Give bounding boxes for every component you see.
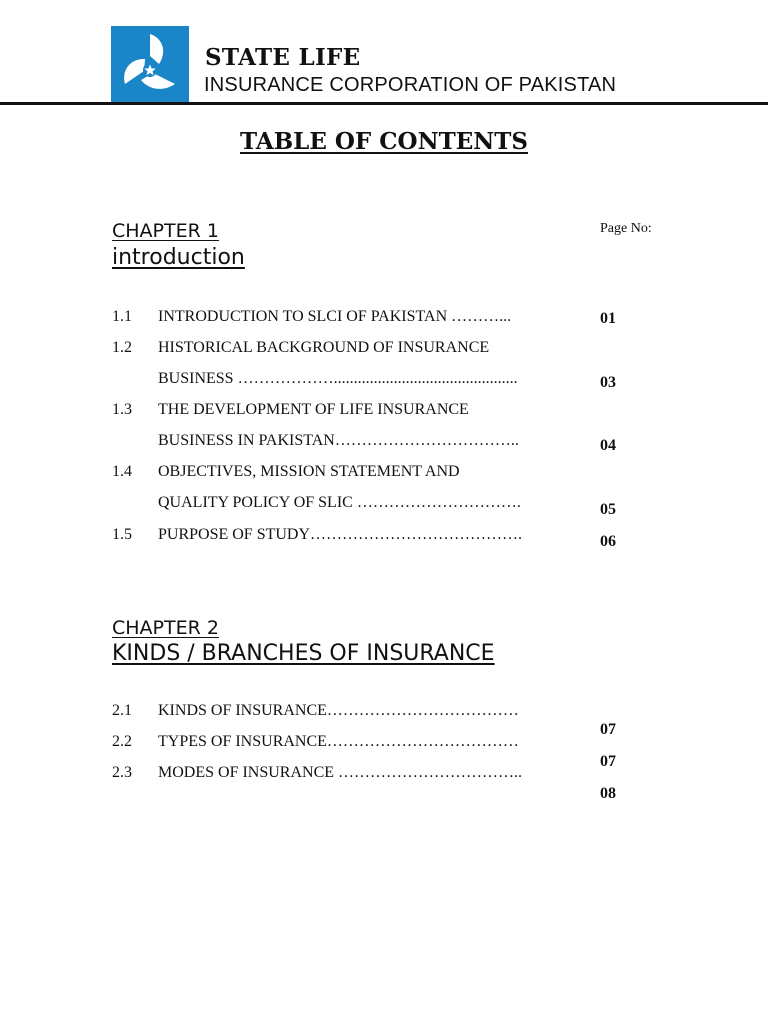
toc-entry-text: THE DEVELOPMENT OF LIFE INSURANCE bbox=[158, 401, 469, 418]
toc-entry-text: TYPES OF INSURANCE……………………………… bbox=[158, 733, 519, 750]
toc-entry-text: BUSINESS ……………….............................................. bbox=[158, 370, 518, 387]
chapter-1-title: introduction bbox=[112, 245, 245, 270]
toc-entry-page: 01 bbox=[600, 310, 616, 327]
toc-entry-number: 1.4 bbox=[112, 463, 132, 480]
toc-entry-text: QUALITY POLICY OF SLIC …………………………. bbox=[158, 494, 521, 511]
toc-entry-number: 1.3 bbox=[112, 401, 132, 418]
toc-entry-number: 2.1 bbox=[112, 702, 132, 719]
toc-entry-number: 1.5 bbox=[112, 526, 132, 543]
toc-entry-page: 07 bbox=[600, 753, 616, 770]
org-name: STATE LIFE bbox=[205, 44, 361, 71]
toc-entry-page: 03 bbox=[600, 374, 616, 391]
page-title: TABLE OF CONTENTS bbox=[240, 128, 528, 155]
toc-entry-text: INTRODUCTION TO SLCI OF PAKISTAN ………... bbox=[158, 308, 512, 325]
toc-entry-number: 2.2 bbox=[112, 733, 132, 750]
toc-entry-page: 07 bbox=[600, 721, 616, 738]
chapter-2-title: KINDS / BRANCHES OF INSURANCE bbox=[112, 641, 495, 666]
toc-entry-text: HISTORICAL BACKGROUND OF INSURANCE bbox=[158, 339, 490, 356]
toc-entry-text: OBJECTIVES, MISSION STATEMENT AND bbox=[158, 463, 460, 480]
toc-entry-text: MODES OF INSURANCE …………………………….. bbox=[158, 764, 523, 781]
toc-entry-text: BUSINESS IN PAKISTAN…………………………….. bbox=[158, 432, 519, 449]
logo-emblem bbox=[111, 26, 189, 103]
toc-entry-number: 1.1 bbox=[112, 308, 132, 325]
toc-entry-number: 1.2 bbox=[112, 339, 132, 356]
state-life-logo-icon bbox=[111, 26, 189, 103]
chapter-2-label: CHAPTER 2 bbox=[112, 617, 219, 639]
toc-entry-page: 06 bbox=[600, 533, 616, 550]
chapter-1-label: CHAPTER 1 bbox=[112, 220, 219, 242]
toc-entry-page: 08 bbox=[600, 785, 616, 802]
toc-entry-text: PURPOSE OF STUDY…………………………………. bbox=[158, 526, 523, 543]
page-no-label: Page No: bbox=[600, 221, 652, 236]
toc-entry-page: 04 bbox=[600, 437, 616, 454]
toc-entry-page: 05 bbox=[600, 501, 616, 518]
toc-entry-number: 2.3 bbox=[112, 764, 132, 781]
header-divider bbox=[0, 102, 768, 105]
org-subtitle: INSURANCE CORPORATION OF PAKISTAN bbox=[204, 74, 617, 96]
toc-entry-text: KINDS OF INSURANCE……………………………… bbox=[158, 702, 519, 719]
